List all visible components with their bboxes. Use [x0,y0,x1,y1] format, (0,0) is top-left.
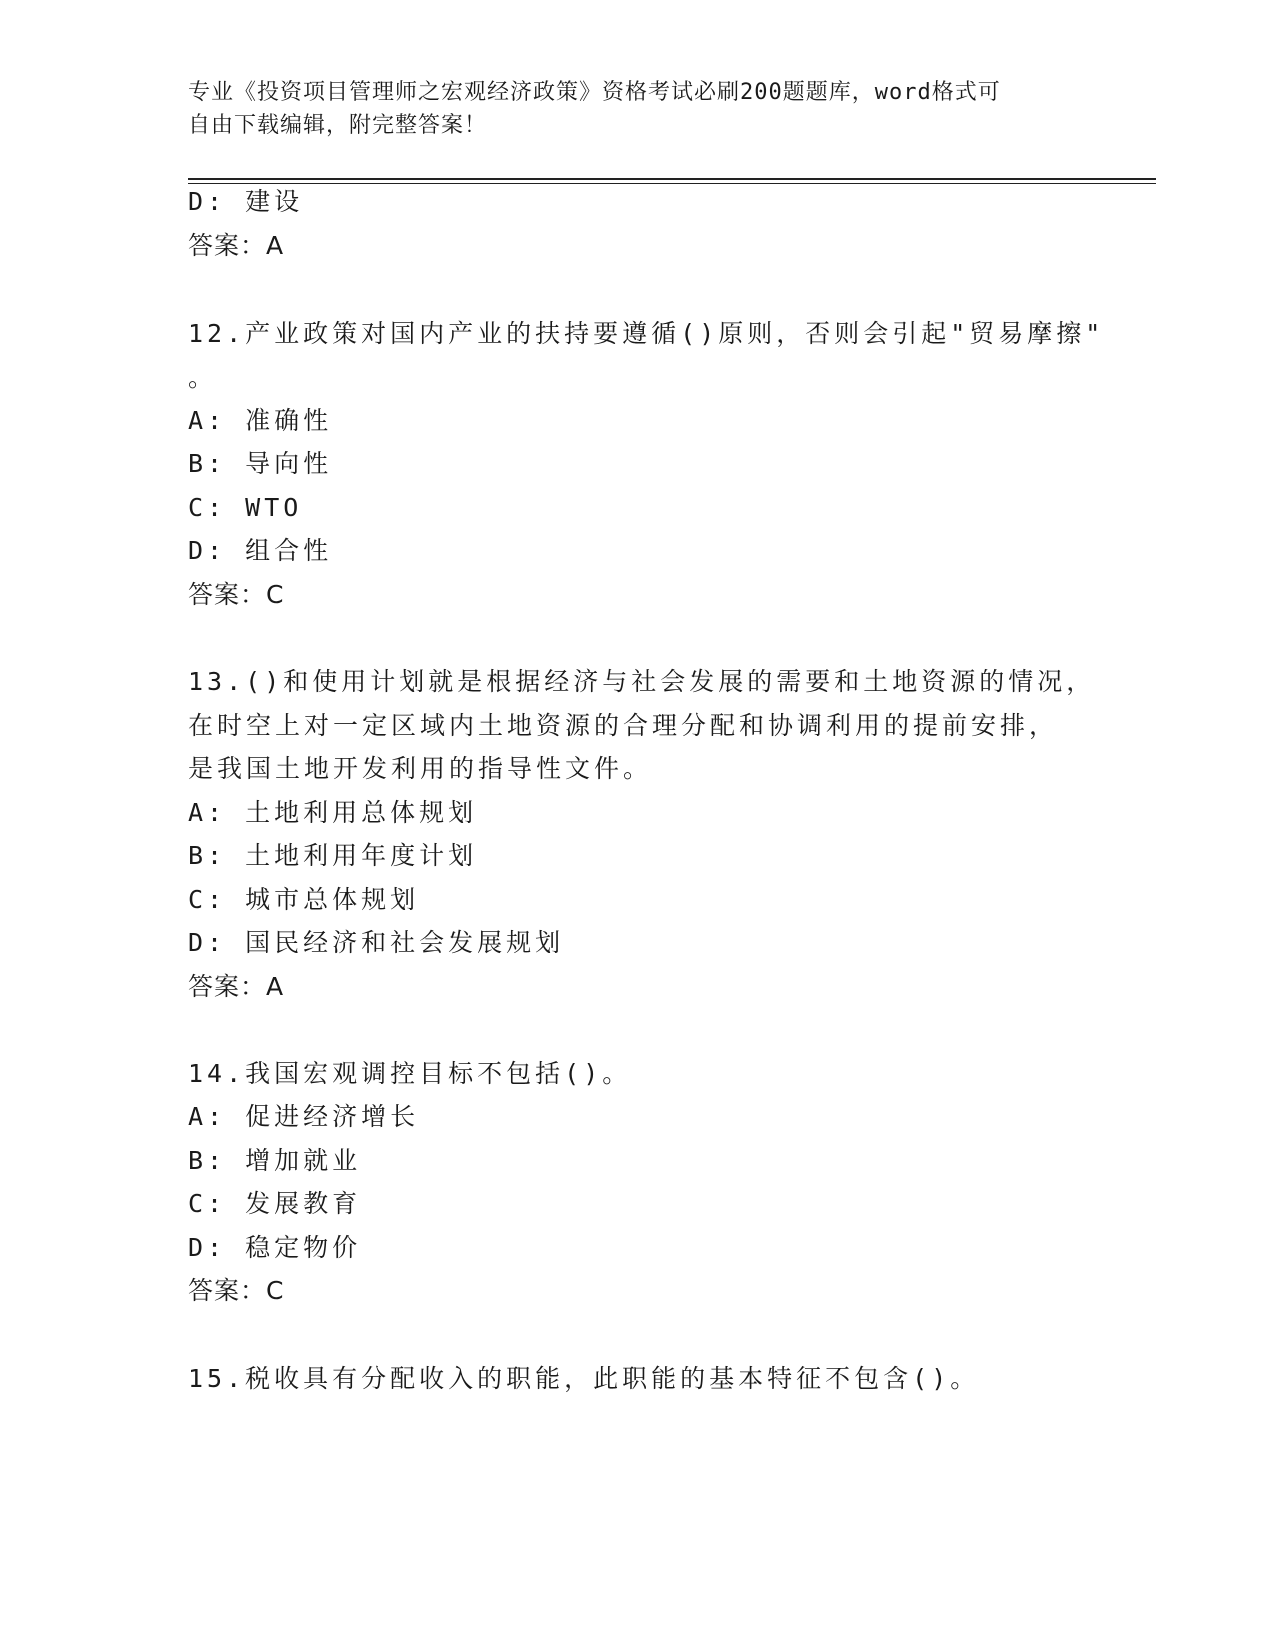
q12-option-d: D: 组合性 [188,536,333,565]
q12-answer: 答案：C [188,580,285,609]
header-divider [188,178,1156,184]
q11-option-d: D: 建设 [188,187,304,216]
page-header [188,76,1088,142]
q14-answer: 答案：C [188,1276,285,1305]
q14-option-c: C: 发展教育 [188,1189,362,1218]
q14-option-b: B: 增加就业 [188,1146,362,1175]
q13-option-a: A: 土地利用总体规划 [188,798,478,827]
q12-stem-line-1: 12.产业政策对国内产业的扶持要遵循()原则，否则会引起"贸易摩擦" [188,319,1105,348]
q14-option-d: D: 稳定物价 [188,1233,362,1262]
q13-option-d: D: 国民经济和社会发展规划 [188,928,565,957]
q13-stem-line-1: 13.()和使用计划就是根据经济与社会发展的需要和土地资源的情况， [188,667,1096,696]
header-title-line-2: 自由下载编辑，附完整答案！ [188,113,488,138]
q13-option-c: C: 城市总体规划 [188,885,420,914]
q15-stem-line-1: 15.税收具有分配收入的职能，此职能的基本特征不包含()。 [188,1364,980,1393]
q12-option-b: B: 导向性 [188,449,333,478]
q12-stem-line-2: 。 [188,363,218,392]
q13-option-b: B: 土地利用年度计划 [188,841,478,870]
header-title-line-1: 专业《投资项目管理师之宏观经济政策》资格考试必刷200题题库，word格式可 [188,80,1001,105]
q14-option-a: A: 促进经济增长 [188,1102,420,1131]
q13-stem-line-2: 在时空上对一定区域内土地资源的合理分配和协调利用的提前安排， [188,711,1059,740]
q13-answer: 答案：A [188,972,285,1001]
q13-stem-line-3: 是我国土地开发利用的指导性文件。 [188,754,653,783]
q11-answer: 答案：A [188,231,285,260]
q12-option-c: C: WTO [188,493,303,522]
q12-option-a: A: 准确性 [188,406,333,435]
q14-stem-line-1: 14.我国宏观调控目标不包括()。 [188,1059,632,1088]
